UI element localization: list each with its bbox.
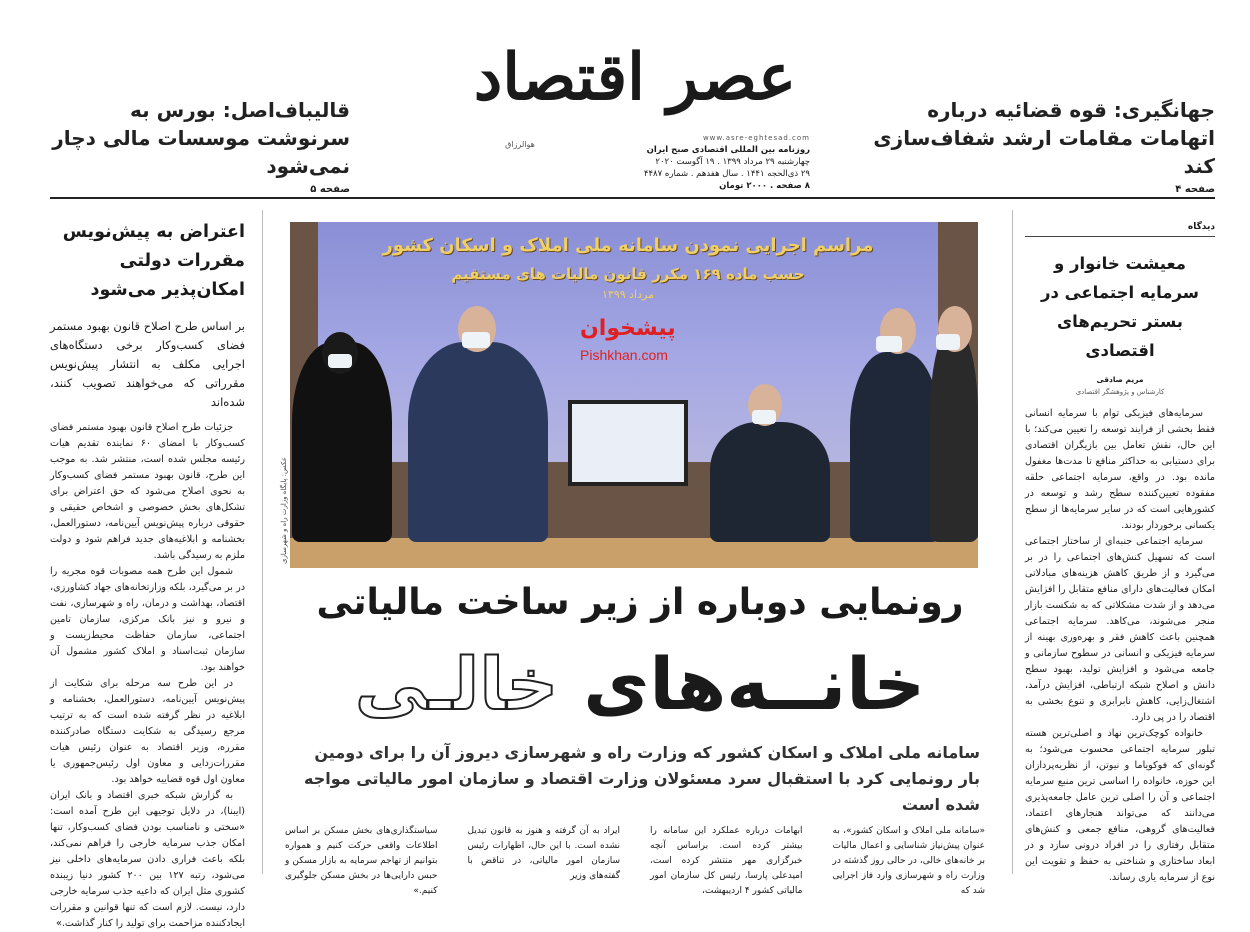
watermark-fa: پیشخوان: [580, 316, 676, 341]
person: [850, 352, 940, 542]
paragraph: سرمایه‌های فیزیکی توام با سرمایه انسانی فقط بخشی از فرایند توسعه را تعیین می‌کند؛ با این حال، نقش تعامل بین بازیگران اقتصادی برای دستیابی به حداکثر منافع تا مدت‌ها مغفول مانده بود. در واقع، سرمایه اجتماعی حلقه مفقوده تعیین‌کننده سطح رشد و توسعه در کشورهایی است که در سایر سرمایه‌ها از سطح یکسانی برخوردار بودند.: [1025, 408, 1215, 531]
photo-credit: عکس: پایگاه وزارت راه و شهرسازی: [280, 456, 288, 564]
banner-line1: مراسم اجرایی نمودن سامانه ملی املاک و اسکان کشور: [382, 235, 874, 256]
teaser-left-page: صفحه ۵: [310, 184, 350, 195]
masthead-title: عصر اقتصاد: [473, 40, 797, 115]
face-mask: [876, 336, 902, 352]
paragraph: سرمایه اجتماعی جنبه‌ای از ساختار اجتماعی است که تسهیل کنش‌های اجتماعی را در بر می‌گیرد و از طریق کاهش هزینه‌های مبادلاتی امکان فعالیت‌های دارای منافع متقابل را افزایش می‌دهد و از شدت مشکلاتی که به شکست بازار منجر می‌شوند، می‌کاهد. سرمایه اجتماعی همچنین باعث کاهش فقر و بهره‌وری بهینه از سرمایه فیزیکی و انسانی در سطوح سازمانی و جامعه می‌شود و افزایش تولید، بهبود سطح دانش و اصلاح شبکه ارتباطی، افزایش درآمد، اشتغال‌زایی، کاهش نابرابری و تنوع بخشی به اقتصاد را در پی دارد.: [1025, 536, 1215, 723]
teaser-right-headline[interactable]: جهانگیری: قوه قضائیه درباره اتهامات مقامات ارشد شفاف‌سازی کند: [873, 98, 1215, 178]
body-column: ایراد به آن گرفته و هنوز به قانون تبدیل نشده است. با این حال، اظهارات رئیس سازمان امور مالیاتی، در تناقض با گفته‌های وزیر: [467, 826, 620, 881]
left-article-lead: بر اساس طرح اصلاح قانون بهبود مستمر فضای کسب‌وکار برخی دستگاه‌های اجرایی مکلف به انتشار پیش‌نویس مقرراتی که می‌خواهند تصویب کنند، شده‌اند: [50, 319, 245, 409]
teaser-right-page: صفحه ۴: [1175, 184, 1215, 195]
masthead-logo: [460, 28, 810, 196]
banner-date: مرداد ۱۳۹۹: [602, 288, 654, 301]
person: [930, 332, 978, 542]
section-label: دیدگاه: [1025, 222, 1215, 237]
face-mask: [462, 332, 490, 348]
teaser-left[interactable]: [50, 96, 350, 195]
teaser-right[interactable]: [860, 96, 1215, 195]
masthead-date: چهارشنبه ۲۹ مرداد ۱۳۹۹ . ۱۹ آگوست ۲۰۲۰: [655, 157, 810, 167]
left-article-headline[interactable]: اعتراض به پیش‌نویس مقررات دولتی امکان‌پذیر می‌شود: [62, 222, 245, 300]
person: [710, 422, 830, 542]
masthead-website: www.asre-eghtesad.com: [702, 134, 810, 142]
monitor: [568, 400, 688, 486]
desk: [290, 538, 978, 568]
main-headline-part1: خانــه‌های: [583, 642, 926, 726]
body-column: «سامانه ملی املاک و اسکان کشور»، به عنوان پیش‌نیاز شناسایی و اعمال مالیات بر خانه‌های خالی، در حالی روز گذشته در وزارت راه و شهرسازی وارد فاز اجرایی شد که: [832, 826, 985, 896]
paragraph: خانواده کوچک‌ترین نهاد و اصلی‌ترین هسته تبلور سرمایه اجتماعی محسوب می‌شود؛ به گونه‌ای که فوکویاما و نیوتن، از نظریه‌پردازان این حوزه، خانواده را اساسی ترین منبع سرمایه اجتماعی و آن را اصلی ترین عامل جامعه‌پذیری می‌دانند که می‌تواند هنجارهای اعتماد، فعالیت‌های گروهی، منافع جمعی و کنش‌های متقابل رفتاری را در افراد درونی سازد و در ابعاد ساختاری و شناختی به حفظ و تقویت این نوع از سرمایه یاری رساند.: [1025, 728, 1215, 883]
main-headline[interactable]: [280, 636, 1000, 732]
main-body-columns: [285, 824, 985, 896]
masthead-subtitle: روزنامه بین المللی اقتصادی صبح ایران: [646, 145, 810, 155]
banner-line2: حسب ماده ۱۶۹ مکرر قانون مالیات های مستقیم: [451, 265, 805, 283]
face-mask: [752, 410, 776, 424]
paragraph: در این طرح سه مرحله برای شکایت از پیش‌نویس آیین‌نامه، دستورالعمل، بخشنامه و ابلاغیه در نظر گرفته شده است که به ترتیب مرجع رسیدگی به شکایت دستگاه صادرکننده مقرره، وزیر اقتصاد به عنوان رئیس هیات مقررات‌زدایی و معاون اول رئیس‌جمهوری یا معاون اول قوه قضاییه خواهد بود.: [50, 678, 245, 785]
author-title: کارشناس و پژوهشگر اقتصادی: [1075, 388, 1165, 396]
masthead-price: ۸ صفحه . ۲۰۰۰ تومان: [719, 181, 810, 191]
teaser-left-headline[interactable]: قالیباف‌اصل: بورس به سرنوشت موسسات مالی دچار نمی‌شود: [52, 98, 350, 178]
person: [408, 342, 548, 542]
paragraph: به گزارش شبکه خبری اقتصاد و بانک ایران (ایبنا)، در دلایل توجیهی این طرح آمده است: «سختی و نامناسب بودن فضای کسب‌وکار، تنها امکان جذب سرمایه خارجی را فراهم نمی‌کند، بلکه باعث فراری دادن سرمایه‌های داخلی نیز می‌شود، رتبه ۱۲۷ بین ۲۰۰ کشور دنیا زیبنده کشوری مثل ایران که داعیه جذب سرمایه خارجی دارد، نیست. لازم است که تنها قوانین و مقررات ایجادکننده مزاحمت برای تولید را کنار گذاشت.»: [50, 790, 245, 929]
watermark-en: Pishkhan.com: [580, 347, 668, 363]
opinion-body: [1025, 406, 1215, 883]
column-divider: [1012, 210, 1013, 874]
main-photo[interactable]: [290, 222, 978, 568]
main-headline-part2: خالـی: [354, 642, 559, 726]
author-name: مریم صادقی: [1096, 375, 1144, 384]
masthead-divider: [50, 197, 1215, 199]
masthead-issue: ۲۹ ذی‌الحجه ۱۴۴۱ . سال هفدهم . شماره ۴۴۸۷: [643, 169, 810, 179]
column-divider: [262, 210, 263, 874]
main-subhead: سامانه ملی املاک و اسکان کشور که وزارت راه و شهرسازی دیروز آن را برای دومین بار رونمایی کرد با استقبال سرد مسئولان وزارت اقتصاد و سازمان امور مالیاتی مواجه شده است: [304, 743, 980, 814]
opinion-article: [1025, 222, 1215, 883]
body-column: ابهامات درباره عملکرد این سامانه را بیشتر کرده است. براساس آنچه خبرگزاری مهر منتشر کرده است، امیدعلی پارسا، رئیس کل سازمان امور مالیاتی کشور ۴ اردیبهشت،: [650, 826, 803, 896]
body-column: سیاستگذاری‌های بخش مسکن بر اساس اطلاعات واقعی حرکت کنیم و همواره بتوانیم از تهاجم سرمایه به بازار مسکن و حبس دارایی‌ها در بخش مسکن جلوگیری کنیم.»: [285, 826, 438, 896]
face-mask: [328, 354, 352, 368]
left-article: [50, 218, 245, 929]
masthead-info: [610, 132, 810, 192]
opinion-headline[interactable]: معیشت خانوار و سرمایه اجتماعی در بستر تحریم‌های اقتصادی: [1040, 254, 1200, 360]
left-article-body: [50, 420, 245, 929]
face-mask: [936, 334, 960, 350]
paragraph: شمول این طرح همه مصوبات قوه مجریه را در بر می‌گیرد، بلکه وزارتخانه‌های جهاد کشاورزی، اقتصاد، بهداشت و درمان، راه و شهرسازی، نفت و نیرو و نیز بانک مرکزی، سازمان تامین اجتماعی، سازمان حفاظت محیط‌زیست و سازمان ثبت‌اسناد و املاک کشور مشمول آن خواهند بود.: [50, 566, 245, 673]
paragraph: جزئیات طرح اصلاح قانون بهبود مستمر فضای کسب‌وکار با امضای ۶۰ نماینده تقدیم هیات رئیسه مجلس شده است، منتشر شد. به موجب این طرح، قانون بهبود مستمر فضای کسب‌وکار به نحوی اصلاح می‌شود که حق اعتراض برای تشکل‌های بخش خصوصی و اشخاص حقیقی و حقوقی درباره پیش‌نویس آیین‌نامه، دستورالعمل، بخشنامه و ابلاغیه‌های جدید فراهم شود و دولت ملزم به رسیدگی باشد.: [50, 422, 245, 561]
main-kicker[interactable]: رونمایی دوباره از زیر ساخت مالیاتی: [316, 582, 964, 623]
masthead-motto: هوالرزاق: [505, 140, 535, 149]
